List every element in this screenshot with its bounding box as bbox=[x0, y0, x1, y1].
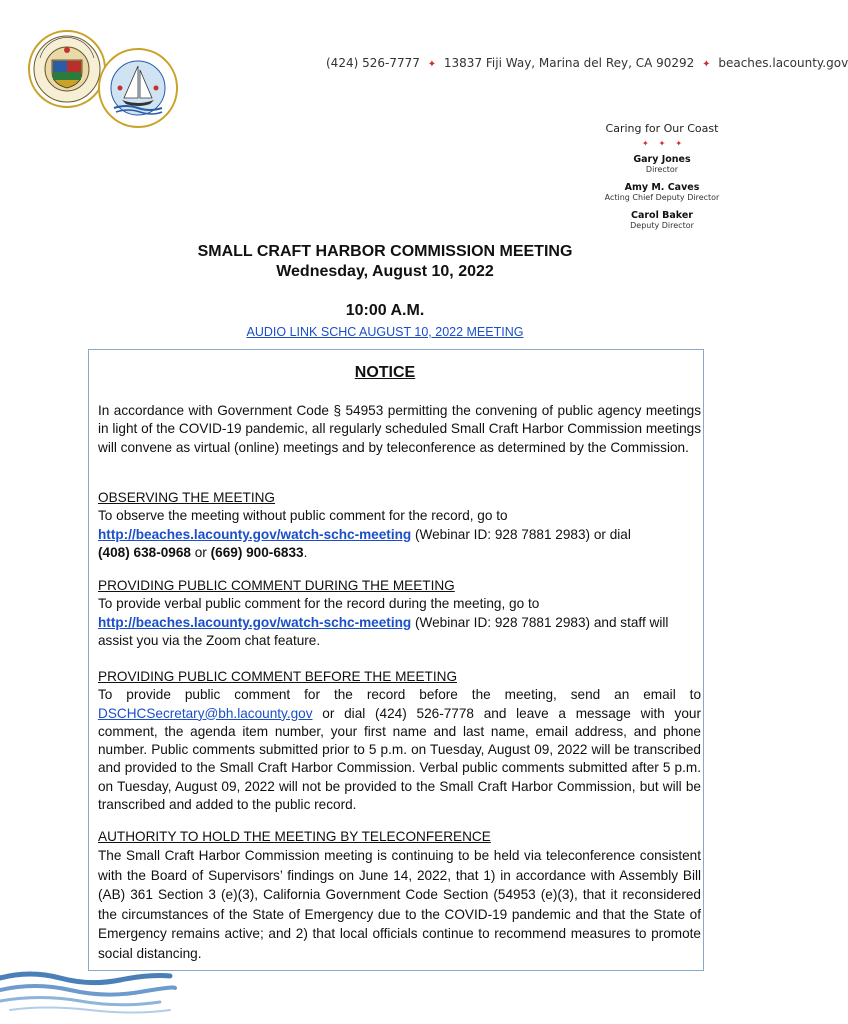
county-seal-logo bbox=[28, 30, 106, 108]
observing-body bbox=[98, 507, 701, 562]
staff-name: Carol Baker bbox=[630, 210, 693, 221]
during-text: To provide verbal public comment for the record during the meeting, go to bbox=[98, 596, 540, 612]
dial-phone-1: (408) 638-0968 bbox=[98, 544, 191, 560]
header-address: 13837 Fiji Way, Marina del Rey, CA 90292 bbox=[443, 56, 695, 70]
before-heading: PROVIDING PUBLIC COMMENT BEFORE THE MEETING bbox=[98, 669, 458, 684]
wave-decoration-icon bbox=[0, 968, 180, 1018]
before-section bbox=[98, 668, 701, 814]
during-heading: PROVIDING PUBLIC COMMENT DURING THE MEETING bbox=[98, 578, 455, 593]
observing-section bbox=[98, 489, 701, 562]
period-text: . bbox=[303, 544, 308, 560]
meeting-date: Wednesday, August 10, 2022 bbox=[276, 263, 494, 280]
star-separator-icon: ✦ bbox=[702, 59, 711, 70]
staff-name: Amy M. Caves bbox=[624, 182, 700, 193]
header-website[interactable]: beaches.lacounty.gov bbox=[718, 56, 848, 70]
staff-block bbox=[596, 122, 728, 238]
notice-intro bbox=[98, 402, 701, 457]
staff-title: Acting Chief Deputy Director bbox=[604, 193, 720, 202]
notice-intro-text: In accordance with Government Code § 54953 permitting the convening of public agency meetings in light of the COVID-19 pandemic, all regularly scheduled Small Craft Harbor Commission meetings will convene as virtual (online) meetings and by teleconference as determined by the Commission. bbox=[98, 403, 701, 455]
audio-link[interactable]: AUDIO LINK SCHC AUGUST 10, 2022 MEETING bbox=[246, 325, 524, 339]
authority-heading: AUTHORITY TO HOLD THE MEETING BY TELECONFERENCE bbox=[98, 829, 491, 844]
watch-meeting-link[interactable]: http://beaches.lacounty.gov/watch-schc-meeting bbox=[98, 614, 412, 630]
observing-text: To observe the meeting without public comment for the record, go to bbox=[98, 508, 508, 524]
staff-name: Gary Jones bbox=[633, 154, 691, 165]
dial-phone-2: (669) 900-6833 bbox=[210, 544, 304, 560]
header-phone: (424) 526-7777 bbox=[326, 56, 420, 70]
during-webinar-text: (Webinar ID: 928 7881 2983) and staff will assist you via the Zoom chat feature. bbox=[98, 614, 669, 648]
meeting-time: 10:00 A.M. bbox=[345, 302, 425, 319]
secretary-email-link[interactable]: DSCHCSecretary@bh.lacounty.gov bbox=[98, 705, 313, 721]
observing-webinar-text: (Webinar ID: 928 7881 2983) or dial bbox=[411, 526, 631, 542]
before-text: To provide public comment for the record before the meeting, send an email to bbox=[98, 687, 701, 703]
staff-title: Deputy Director bbox=[630, 221, 694, 230]
or-text: or bbox=[190, 544, 211, 560]
meeting-title: SMALL CRAFT HARBOR COMMISSION MEETING bbox=[197, 243, 573, 260]
staff-title: Director bbox=[645, 165, 679, 174]
notice-title: NOTICE bbox=[354, 364, 416, 381]
before-text-rest: or dial (424) 526-7778 and leave a message with your comment, the agenda item number, your first name and last name, email address, and phone number. Public comments submitted prior to 5 p.m. on Tuesday, August 09, 2022 will be transcribed and provided to the Small Craft Harbor Commission. Verbal public comments submitted after 5 p.m. on Tuesday, August 09, 2022 will not be provided to the Small Craft Harbor Commission, but will be transcribed and added to the public record. bbox=[98, 705, 701, 813]
watch-meeting-link[interactable]: http://beaches.lacounty.gov/watch-schc-meeting bbox=[98, 526, 412, 542]
tagline-stars-icon: ✦✦✦ bbox=[641, 139, 693, 148]
observing-heading: OBSERVING THE MEETING bbox=[98, 490, 276, 505]
beaches-harbors-seal-logo bbox=[98, 48, 178, 128]
star-separator-icon: ✦ bbox=[427, 59, 437, 70]
during-body bbox=[98, 595, 701, 650]
before-body bbox=[98, 686, 701, 814]
header-contact-line bbox=[326, 56, 848, 70]
tagline: Caring for Our Coast bbox=[605, 122, 719, 135]
during-section bbox=[98, 577, 701, 650]
authority-section bbox=[98, 828, 701, 963]
authority-body: The Small Craft Harbor Commission meeting is continuing to be held via teleconference consistent with the Board of Supervisors’ findings on June 14, 2022, that 1) in accordance with Assembly Bill (AB) 361 Section 3 (e)(3), California Government Code Section (54953 (e)(3), that it reconsidered the circumstances of the State of Emergency due to the COVID-19 pandemic and that the State of Emergency remains active; and 2) that local officials continue to recommend measures to promote social distancing. bbox=[98, 848, 701, 961]
